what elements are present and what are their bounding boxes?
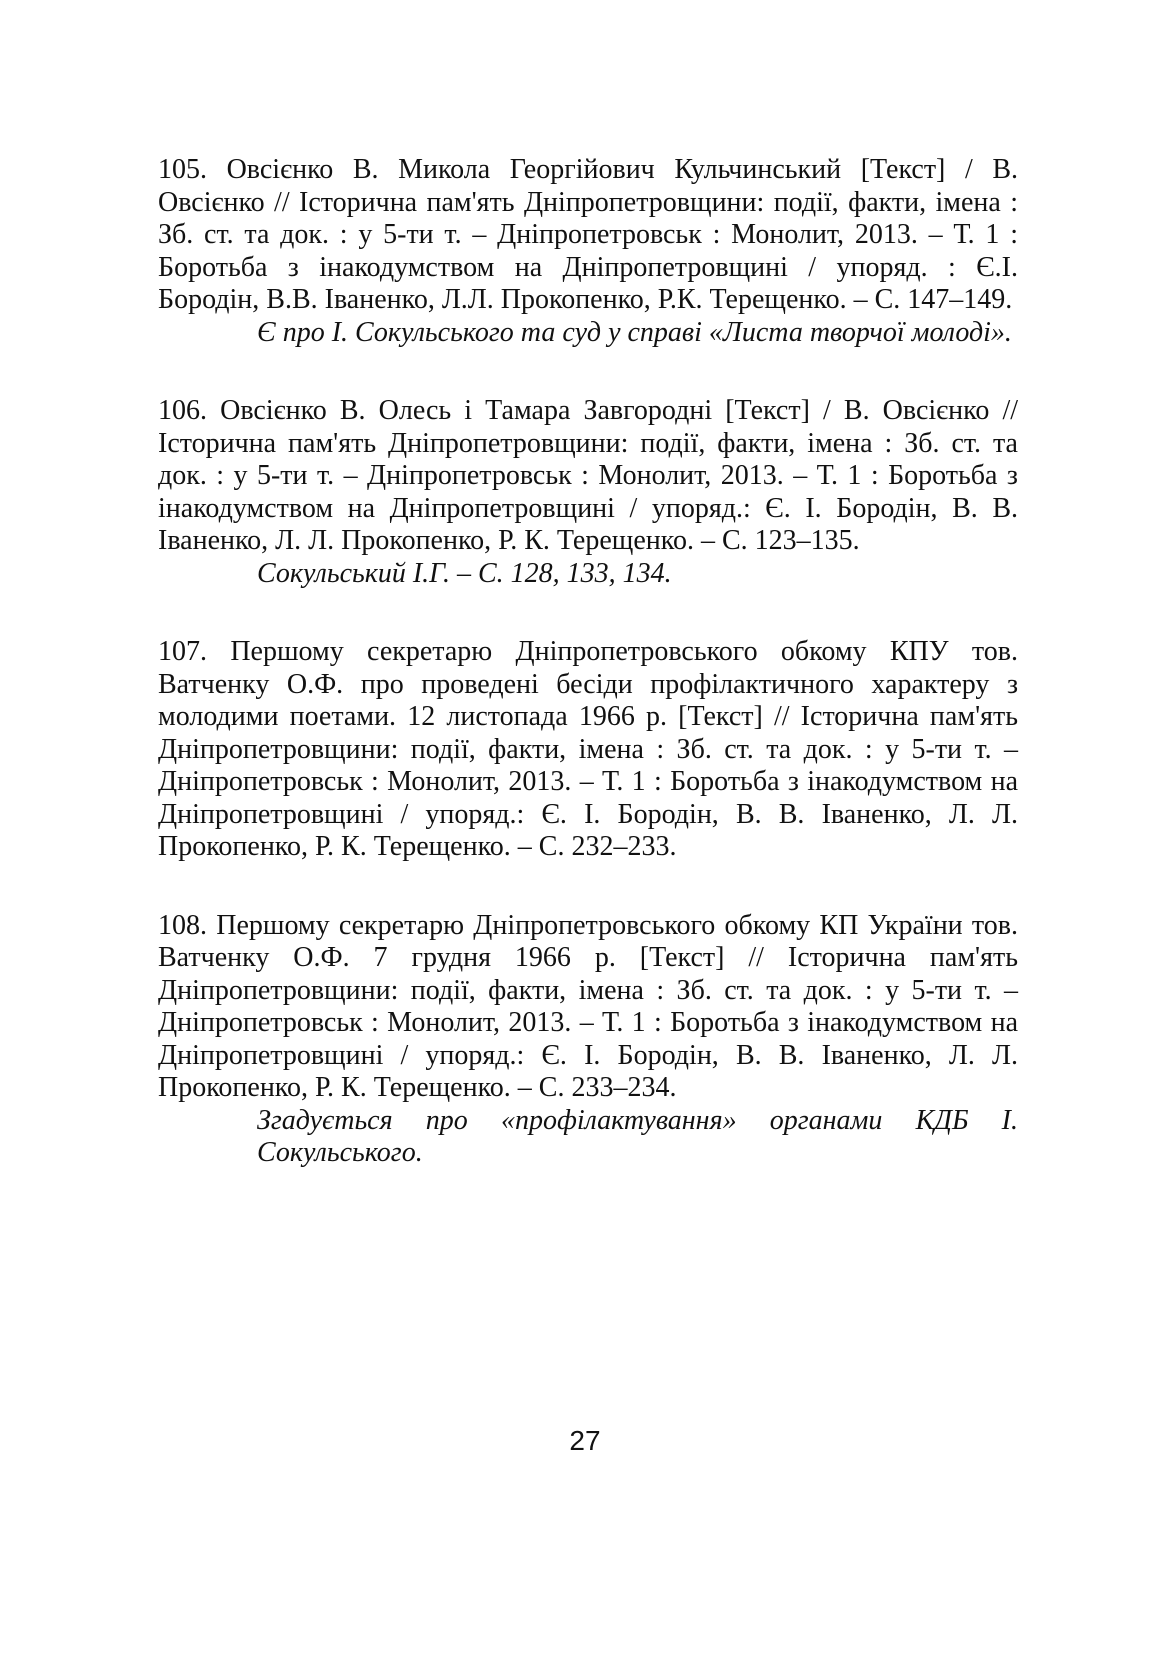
entry-number: 105. bbox=[158, 154, 207, 185]
entry-citation: Овсієнко В. Олесь і Тамара Завгородні [Текст] / В. Овсієнко // Історична пам'ять Дніпропетровщини: події, факти, імена : Зб. ст. та док. : у 5-ти т. – Дніпропетровськ : Монолит, 2013. – Т. 1 : Боротьба з інакодумством на Дніпропетровщині / упоряд.: Є. І. Бородін, В. В. Іваненко, Л. Л. Прокопенко, Р. К. Терещенко. – С. 123–135. bbox=[158, 395, 1019, 556]
entry-text bbox=[158, 395, 1018, 558]
entry-annotation: Згадується про «профілактування» органами КДБ І. Сокульського. bbox=[257, 1104, 1018, 1168]
entry-citation: Овсієнко В. Микола Георгійович Кульчинський [Текст] / В. Овсієнко // Історична пам'ять Дніпропетровщини: події, факти, імена : Зб. ст. та док. : у 5-ти т. – Дніпропетровськ : Монолит, 2013. – Т. 1 : Боротьба з інакодумством на Дніпропетровщині / упоряд. : Є.І. Бородін, В.В. Іваненко, Л.Л. Прокопенко, Р.К. Терещенко. – С. 147–149. bbox=[158, 154, 1018, 315]
entry-citation: Першому секретарю Дніпропетровського обкому КП України тов. Ватченку О.Ф. 7 грудня 1966 р. [Текст] // Історична пам'ять Дніпропетровщини: події, факти, імена : Зб. ст. та док. : у 5-ти т. – Дніпропетровськ : Монолит, 2013. – Т. 1 : Боротьба з інакодумством на Дніпропетровщині / упоряд.: Є. І. Бородін, В. В. Іваненко, Л. Л. Прокопенко, Р. К. Терещенко. – С. 233–234. bbox=[158, 909, 1018, 1103]
entry-number: 107. bbox=[158, 636, 207, 667]
entry-annotation: Сокульський І.Г. – С. 128, 133, 134. bbox=[257, 557, 672, 589]
entry-citation: Першому секретарю Дніпропетровського обкому КПУ тов. Ватченку О.Ф. про проведені бесіди профілактичного характеру з молодими поетами. 12 листопада 1966 р. [Текст] // Історична пам'ять Дніпропетровщини: події, факти, імена : Зб. ст. та док. : у 5-ти т. – Дніпропетровськ : Монолит, 2013. – Т. 1 : Боротьба з інакодумством на Дніпропетровщині / упоряд.: Є. І. Бородін, В. В. Іваненко, Л. Л. Прокопенко, Р. К. Терещенко. – С. 232–233. bbox=[158, 636, 1018, 862]
entry-text bbox=[158, 910, 1018, 1105]
entry-annotation: Є про І. Сокульського та суд у справі «Листа творчої молоді». bbox=[257, 316, 1012, 348]
entry-number: 106. bbox=[158, 395, 207, 426]
entry-text bbox=[158, 154, 1018, 317]
bibliography-entry-105 bbox=[158, 154, 1018, 349]
bibliography-entry-107 bbox=[158, 636, 1018, 864]
entry-number: 108. bbox=[158, 909, 207, 941]
entry-text bbox=[158, 636, 1018, 864]
bibliography-entry-106 bbox=[158, 395, 1018, 590]
bibliography-entry-108 bbox=[158, 910, 1018, 1170]
page-number: 27 bbox=[569, 1425, 601, 1456]
bibliography-list bbox=[158, 154, 1018, 1216]
